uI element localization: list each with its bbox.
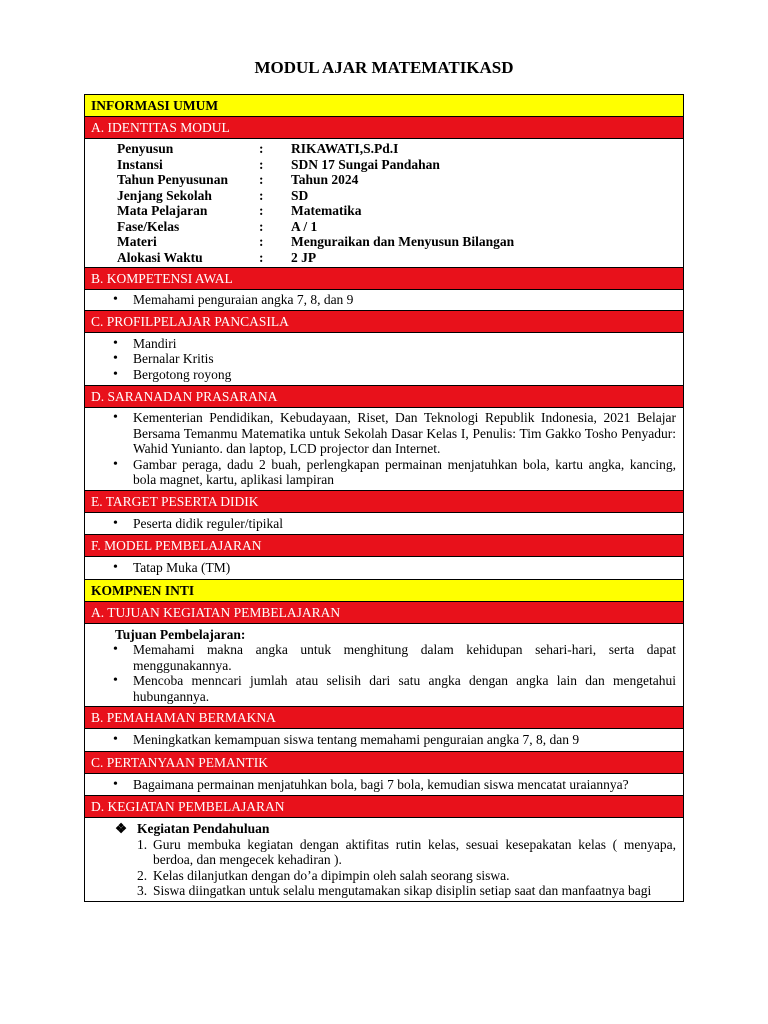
step-text: Siswa diingatkan untuk selalu mengutamakan sikap disiplin setiap saat dan manfaatnya bagi [153, 883, 652, 898]
tujuan-list [85, 624, 683, 708]
list-item: • Bernalar Kritis [85, 351, 683, 367]
section-profil-header: C. PROFILPELAJAR PANCASILA [85, 311, 683, 333]
step-number: 1. [137, 836, 148, 852]
section-kegiatan-header: D. KEGIATAN PEMBELAJARAN [85, 796, 683, 818]
list-item: • Mencoba menncari jumlah atau selisih dari satu angka dengan angka lain dan mengetahui hubungannya. [85, 673, 683, 704]
page-title: MODUL AJAR MATEMATIKASD [254, 58, 514, 77]
list-item: • Meningkatkan kemampuan siswa tentang memahami penguraian angka 7, 8, dan 9 [85, 732, 683, 748]
section-model-header: F. MODEL PEMBELAJARAN [85, 535, 683, 557]
identitas-row [117, 234, 683, 250]
list-item: • Mandiri [85, 336, 683, 352]
identitas-key: Alokasi Waktu [117, 249, 203, 265]
list-item: • Peserta didik reguler/tipikal [85, 516, 683, 532]
section-pemahaman-header: B. PEMAHAMAN BERMAKNA [85, 707, 683, 729]
identitas-sep: : [259, 156, 264, 172]
identitas-value: RIKAWATI,S.Pd.I [291, 141, 399, 156]
identitas-sep: : [259, 172, 264, 187]
identitas-value: Matematika [291, 203, 362, 218]
identitas-key: Materi [117, 234, 157, 249]
section-identitas-header: A. IDENTITAS MODUL [85, 117, 683, 139]
kegiatan-subhead-label: Kegiatan Pendahuluan [137, 821, 270, 836]
module-table [84, 94, 684, 902]
identitas-sep: : [259, 218, 264, 234]
identitas-key: Jenjang Sekolah [117, 187, 212, 203]
section-sarana-header: D. SARANADAN PRASARANA [85, 386, 683, 408]
section-kompetensi-header: B. KOMPETENSI AWAL [85, 268, 683, 290]
list-item: • Tatap Muka (TM) [85, 560, 683, 576]
identitas-value: SD [291, 187, 309, 203]
identitas-row [117, 141, 683, 157]
identitas-value: Menguraikan dan Menyusun Bilangan [291, 234, 515, 249]
identitas-sep: : [259, 203, 264, 218]
section-target-header: E. TARGET PESERTA DIDIK [85, 491, 683, 513]
identitas-row [117, 250, 683, 266]
identitas-key: Fase/Kelas [117, 218, 180, 234]
identitas-sep: : [259, 187, 264, 203]
list-item: • Gambar peraga, dadu 2 buah, perlengkapan permainan menjatuhkan bola, kartu angka, kancing, bola magnet, kartu, aplikasi lampiran [85, 457, 683, 488]
list-item: • Memahami makna angka untuk menghitung dalam kehidupan sehari-hari, serta dapat menggunakannya. [85, 642, 683, 673]
kompetensi-list [85, 290, 683, 311]
tujuan-subhead: Tujuan Pembelajaran: [115, 626, 246, 642]
section-informasi-umum: INFORMASI UMUM [85, 95, 683, 117]
identitas-value: 2 JP [291, 249, 317, 265]
model-list [85, 557, 683, 580]
pertanyaan-list [85, 774, 683, 797]
identitas-sep: : [259, 249, 264, 265]
identitas-key: Tahun Penyusunan [117, 172, 228, 187]
identitas-row [117, 188, 683, 204]
list-item [85, 837, 683, 868]
section-tujuan-header: A. TUJUAN KEGIATAN PEMBELAJARAN [85, 602, 683, 624]
identitas-row [117, 157, 683, 173]
profil-list [85, 333, 683, 387]
identitas-row [117, 203, 683, 219]
identitas-key: Penyusun [117, 141, 174, 156]
section-pertanyaan-header: C. PERTANYAAN PEMANTIK [85, 752, 683, 774]
identitas-sep: : [259, 234, 264, 249]
identitas-list [85, 139, 683, 268]
kegiatan-subhead [85, 821, 683, 837]
identitas-key: Mata Pelajaran [117, 203, 208, 218]
list-item: • Memahami penguraian angka 7, 8, dan 9 [85, 292, 683, 308]
list-item [85, 868, 683, 884]
step-text: Kelas dilanjutkan dengan do’a dipimpin oleh salah seorang siswa. [153, 867, 510, 883]
step-number: 3. [137, 883, 148, 898]
identitas-key: Instansi [117, 156, 163, 172]
step-text: Guru membuka kegiatan dengan aktifitas rutin kelas, sesuai kesepakatan kelas ( menyapa, berdoa, dan mengecek kehadiran ). [153, 836, 676, 867]
pemahaman-list [85, 729, 683, 752]
list-item: • Bagaimana permainan menjatuhkan bola, bagi 7 bola, kemudian siswa mencatat uraiannya? [85, 777, 683, 793]
target-list [85, 513, 683, 536]
identitas-value: SDN 17 Sungai Pandahan [291, 156, 440, 172]
identitas-value: Tahun 2024 [291, 172, 359, 187]
list-item [85, 883, 683, 899]
sarana-list [85, 408, 683, 491]
identitas-sep: : [259, 141, 264, 156]
identitas-value: A / 1 [291, 218, 318, 234]
diamond-bullet-icon: ❖ [115, 821, 128, 836]
list-item: • Kementerian Pendidikan, Kebudayaan, Riset, Dan Teknologi Republik Indonesia, 2021 Belajar Bersama Temanmu Matematika untuk Sekolah Dasar Kelas I, Penulis: Tim Gakko Tosho Penyadur: Wahid Yunianto. dan laptop, LCD projector dan Internet. [85, 410, 683, 457]
step-number: 2. [137, 867, 148, 883]
list-item: • Bergotong royong [85, 367, 683, 383]
section-komponen-inti: KOMPNEN INTI [85, 580, 683, 602]
identitas-row [117, 172, 683, 188]
identitas-row [117, 219, 683, 235]
kegiatan-list [85, 818, 683, 901]
